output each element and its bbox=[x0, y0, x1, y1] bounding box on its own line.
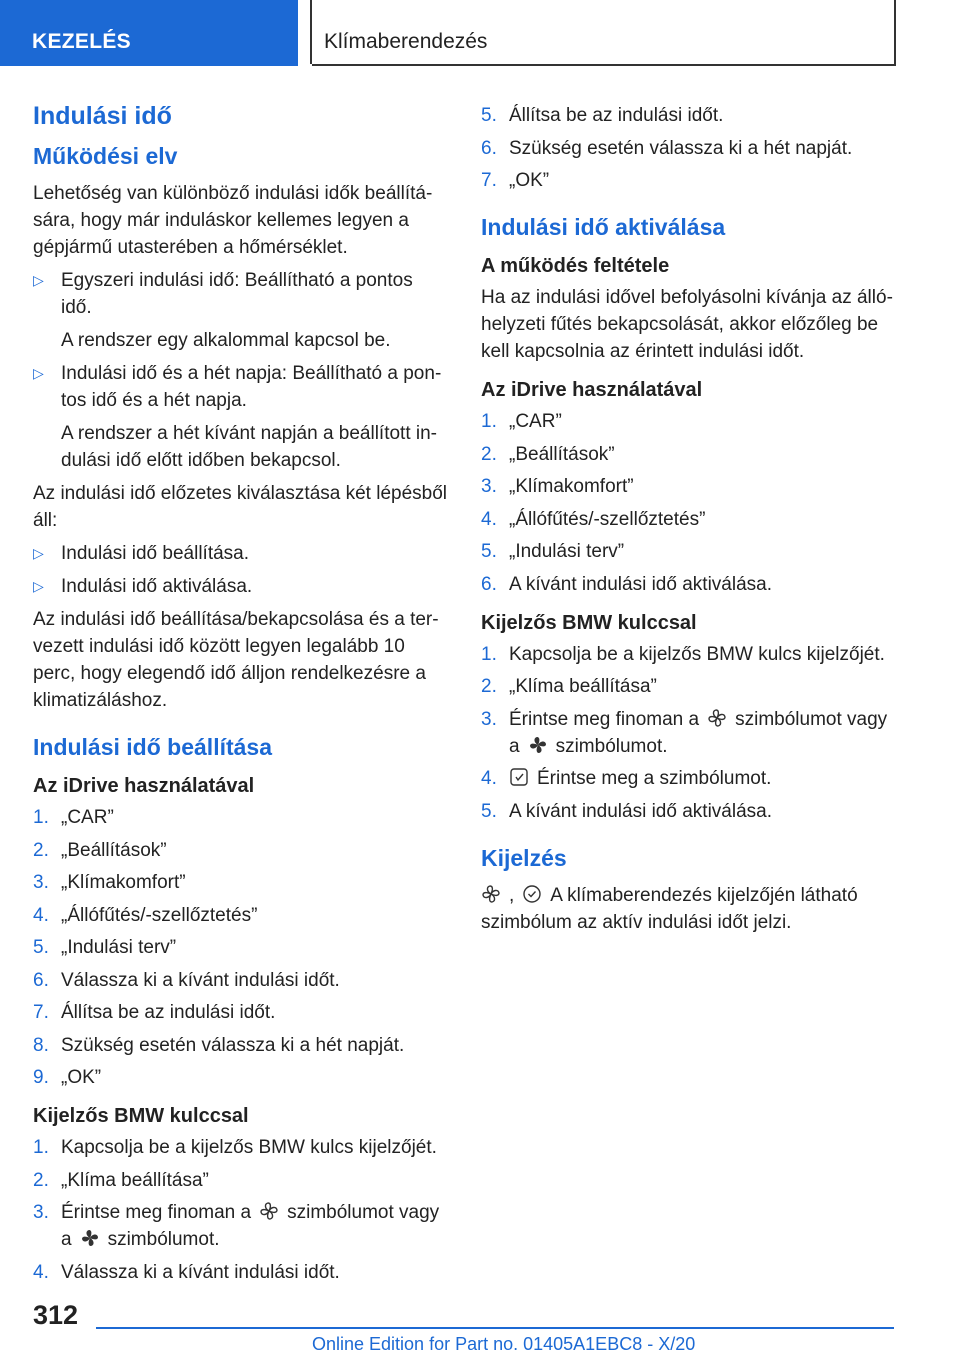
clock-icon bbox=[522, 884, 542, 904]
idrive-heading: Az iDrive használatával bbox=[33, 775, 255, 797]
key-heading: Kijelzős BMW kulccsal bbox=[33, 1105, 249, 1127]
list-item: 1. „CAR” bbox=[481, 411, 562, 432]
list-item: 1. Kapcsolja be a kijelzős BMW kulcs kijelzőjét. bbox=[33, 1137, 437, 1158]
list-item: 9. „OK” bbox=[33, 1067, 102, 1088]
list-item: 3. „Klímakomfort” bbox=[481, 476, 634, 497]
continued-steps bbox=[481, 102, 896, 194]
chapter-header bbox=[312, 0, 896, 66]
set-heading: Indulási idő beállítása bbox=[33, 734, 273, 760]
list-item: 2. „Beállítások” bbox=[33, 839, 167, 861]
edition-footer: Online Edition for Part no. 01405A1EBC8 - X/20 bbox=[312, 1334, 696, 1354]
list-item: 3. „Klímakomfort” bbox=[33, 872, 186, 893]
page-number: 312 bbox=[33, 1300, 79, 1330]
list-item: 3. Érintse meg finoman a szimbólumot vagy a szimbólumot. bbox=[481, 708, 888, 757]
key-steps bbox=[481, 641, 896, 825]
list-item: ▷ Indulási idő beállítása. bbox=[33, 540, 448, 567]
fan-solid-icon bbox=[528, 735, 548, 755]
list-item: 2. „Klíma beállítása” bbox=[33, 1169, 209, 1191]
list-item: 4. „Állófűtés/-szellőztetés” bbox=[481, 508, 706, 530]
list-item: 7. „OK” bbox=[481, 170, 550, 191]
list-item: 3. Érintse meg finoman a szimbólumot vagy a szimbólumot. bbox=[33, 1202, 440, 1250]
activate-heading: Indulási idő aktiválása bbox=[481, 214, 726, 240]
list-item: ▷ Egyszeri indulási idő: Beállítható a pontos idő. bbox=[33, 267, 448, 321]
list-item: 8. Szükség esetén válassza ki a hét napját. bbox=[33, 1034, 405, 1056]
list-item: 6. A kívánt indulási idő aktiválása. bbox=[481, 573, 772, 595]
bullet-note: A rendszer egy alkalommal kapcsol be. bbox=[61, 330, 391, 351]
section-title: KEZELÉS bbox=[32, 30, 131, 53]
idrive-heading: Az iDrive használatával bbox=[481, 379, 703, 401]
display-heading: Kijelzés bbox=[481, 844, 567, 871]
gap-text: Az indulási idő beállítása/bekapcsolása és a ter-vezett indulási idő között legyen legalább 10 perc, hogy elegendő idő álljon rendelkezésre a klimatizáláshoz. bbox=[33, 609, 439, 711]
list-item: 5. Állítsa be az indulási időt. bbox=[481, 105, 724, 126]
list-item: 2. „Beállítások” bbox=[481, 443, 615, 465]
display-text: , A klímaberendezés kijelzőjén látható szimbólum az aktív indulási időt jelzi. bbox=[481, 884, 858, 933]
section-tab bbox=[0, 0, 298, 66]
chapter-title: Klímaberendezés bbox=[324, 30, 488, 53]
list-item: 4. „Állófűtés/-szellőztetés” bbox=[33, 904, 258, 926]
list-item: ▷ Indulási idő és a hét napja: Beállítható a pon-tos idő és a hét napja. bbox=[33, 360, 448, 414]
condition-text: Ha az indulási idővel befolyásolni kívánja az álló-helyzeti fűtés bekapcsolását, akkor előzőleg be kell kapcsolnia az érintett indulási időt. bbox=[481, 287, 893, 362]
list-item: 6. Szükség esetén válassza ki a hét napját. bbox=[481, 137, 853, 159]
principle-heading: Működési elv bbox=[33, 143, 178, 169]
list-item: 4. Érintse meg a szimbólumot. bbox=[481, 768, 772, 789]
fan-solid-icon bbox=[80, 1228, 100, 1248]
footer-divider bbox=[96, 1327, 894, 1329]
condition-heading: A működés feltétele bbox=[481, 255, 670, 277]
list-item: 2. „Klíma beállítása” bbox=[481, 676, 657, 697]
idrive-steps bbox=[33, 804, 448, 1091]
page-title: Indulási idő bbox=[33, 102, 172, 130]
mode-list bbox=[33, 267, 448, 321]
key-steps bbox=[33, 1134, 448, 1286]
list-item: 5. „Indulási terv” bbox=[481, 541, 625, 562]
bullet-note: A rendszer a hét kívánt napján a beállított in-dulási idő előtt időben bekapcsol. bbox=[61, 423, 438, 471]
list-item: 5. A kívánt indulási idő aktiválása. bbox=[481, 800, 772, 822]
list-item: 7. Állítsa be az indulási időt. bbox=[33, 1002, 276, 1023]
list-item: 5. „Indulási terv” bbox=[33, 937, 177, 958]
mode-list-2 bbox=[33, 360, 448, 414]
left-column bbox=[33, 96, 448, 1291]
key-heading: Kijelzős BMW kulccsal bbox=[481, 611, 697, 634]
idrive-steps bbox=[481, 408, 896, 598]
list-item: 1. Kapcsolja be a kijelzős BMW kulcs kijelzőjét. bbox=[481, 643, 885, 665]
list-item: 6. Válassza ki a kívánt indulási időt. bbox=[33, 969, 340, 991]
step-list bbox=[33, 540, 448, 600]
fan-outline-icon bbox=[481, 884, 501, 904]
timer-box-icon bbox=[509, 767, 529, 787]
list-item: 4. Válassza ki a kívánt indulási időt. bbox=[33, 1261, 340, 1283]
fan-outline-icon bbox=[707, 708, 727, 728]
fan-outline-icon bbox=[259, 1201, 279, 1221]
right-column bbox=[481, 96, 896, 942]
list-item: 1. „CAR” bbox=[33, 807, 114, 828]
principle-text: Lehetőség van különböző indulási idők beállítá-sára, hogy már induláskor kellemes legyen a gépjármű utasterében a hőmérséklet. bbox=[33, 183, 433, 258]
list-item: ▷ Indulási idő aktiválása. bbox=[33, 573, 448, 600]
steps-intro: Az indulási idő előzetes kiválasztása két lépésből áll: bbox=[33, 483, 448, 531]
